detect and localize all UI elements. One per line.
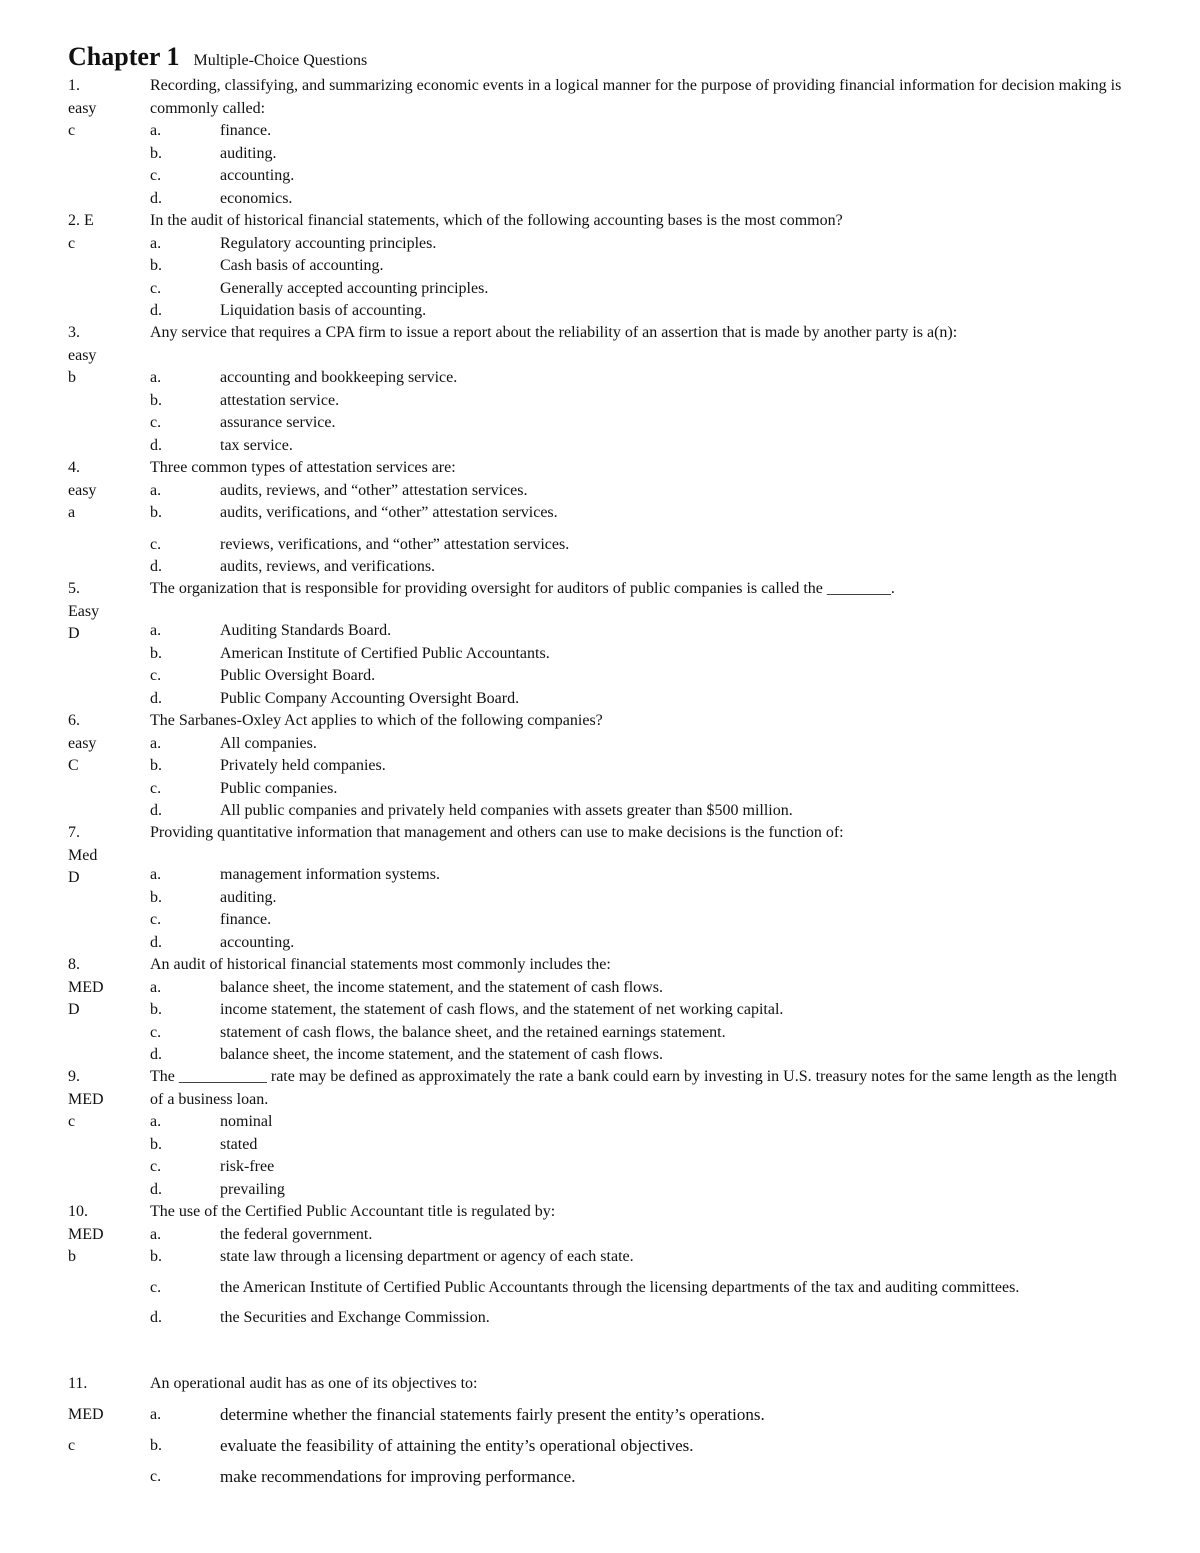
question-meta (68, 954, 138, 1022)
answer-key: c (68, 1113, 76, 1130)
option-letter: c. (150, 167, 162, 184)
question-stem: In the audit of historical financial statements, which of the following accounting bases is the most common? (150, 212, 843, 229)
question-meta (68, 1368, 138, 1461)
option-letter: d. (150, 1046, 162, 1063)
answer-key: a (68, 504, 76, 521)
question-meta (68, 710, 138, 778)
question-stem: The use of the Certified Public Accountant title is regulated by: (150, 1203, 556, 1220)
option-text: audits, reviews, and verifications. (220, 558, 436, 575)
option (150, 1156, 1125, 1179)
answer-key: b (68, 369, 76, 386)
option-text: make recommendations for improving performance. (220, 1467, 576, 1486)
question-stem: An audit of historical financial statements most commonly includes the: (150, 956, 611, 973)
option (150, 1246, 1125, 1269)
question-meta (68, 578, 138, 646)
option (150, 688, 1125, 711)
option-list (150, 1224, 1125, 1330)
question-number: 6. (68, 712, 80, 729)
option-letter: b. (150, 144, 162, 162)
option-letter: a. (150, 622, 162, 639)
question-number: 1. (68, 77, 80, 94)
option (150, 864, 1125, 887)
difficulty-label: MED (68, 978, 104, 996)
option-text: the Securities and Exchange Commission. (220, 1309, 490, 1326)
option-letter: c. (150, 1278, 162, 1296)
answer-key: D (68, 869, 80, 886)
option-letter: a. (150, 734, 162, 752)
answer-key: C (68, 757, 79, 774)
option-text: Public companies. (220, 779, 338, 797)
answer-key: D (68, 625, 80, 642)
option-text: Cash basis of accounting. (220, 257, 384, 274)
question-number: 7. (68, 824, 80, 841)
option-list (150, 977, 1125, 1067)
question-number: 9. (68, 1068, 80, 1085)
option-text: Regulatory accounting principles. (220, 234, 437, 252)
option-letter: c. (150, 1158, 162, 1175)
option-text: Public Oversight Board. (220, 667, 376, 684)
option-letter: a. (150, 1113, 162, 1130)
option (150, 665, 1125, 688)
option (150, 367, 1125, 390)
option (150, 435, 1125, 458)
question-stem: An operational audit has as one of its objectives to: (150, 1375, 478, 1392)
option (150, 480, 1125, 503)
option-text: balance sheet, the income statement, and the statement of cash flows. (220, 1046, 663, 1063)
option-text: risk-free (220, 1158, 275, 1175)
option (150, 278, 1125, 301)
question-number: 2. E (68, 212, 94, 229)
option (150, 233, 1125, 256)
difficulty-label: MED (68, 1225, 104, 1243)
difficulty-label: Easy (68, 602, 100, 620)
option-letter: b. (150, 757, 162, 774)
option-letter: d. (150, 436, 162, 454)
question-stem: The organization that is responsible for providing oversight for auditors of public companies is called the ________. (150, 580, 895, 597)
option-letter: d. (150, 1309, 162, 1326)
question-stem: The Sarbanes-Oxley Act applies to which of the following companies? (150, 712, 603, 729)
option (150, 999, 1125, 1022)
option (150, 932, 1125, 955)
difficulty-label: MED (68, 1090, 104, 1108)
option-text: Generally accepted accounting principles. (220, 279, 489, 297)
option-text: the federal government. (220, 1225, 373, 1243)
question-number: 8. (68, 956, 80, 973)
option-letter: b. (150, 888, 162, 906)
option (150, 188, 1125, 211)
option-letter: c. (150, 1468, 162, 1485)
option-letter: c. (150, 779, 162, 797)
option-text: finance. (220, 911, 272, 928)
option (150, 1044, 1125, 1067)
option (150, 909, 1125, 932)
option-letter: a. (150, 369, 162, 386)
option (150, 1430, 1125, 1461)
chapter-title: Chapter 1 (68, 42, 180, 71)
option (150, 1277, 1125, 1300)
question-number: 11. (68, 1375, 88, 1392)
answer-key: D (68, 1001, 80, 1018)
question-stem: Any service that requires a CPA firm to issue a report about the reliability of an assertion that is made by another party is a(n): (150, 324, 958, 341)
option-letter: c. (150, 414, 162, 431)
question-meta (68, 457, 138, 525)
option-letter: d. (150, 933, 162, 951)
option (150, 120, 1125, 143)
option-text: Privately held companies. (220, 757, 386, 774)
question-meta (68, 1066, 138, 1134)
option-text: accounting. (220, 933, 295, 951)
option-text: finance. (220, 122, 272, 139)
option (150, 1022, 1125, 1045)
option-text: audits, verifications, and “other” attestation services. (220, 504, 558, 521)
option-text: All companies. (220, 734, 317, 752)
question-meta (68, 822, 138, 890)
question-meta (68, 75, 138, 143)
option-text: economics. (220, 189, 293, 207)
option-text: assurance service. (220, 414, 336, 431)
option-letter: c. (150, 667, 162, 684)
option-text: balance sheet, the income statement, and the statement of cash flows. (220, 978, 663, 996)
option (150, 390, 1125, 413)
option-list (150, 1399, 1125, 1492)
option-letter: a. (150, 122, 162, 139)
option-text: management information systems. (220, 866, 440, 883)
option-list (150, 733, 1125, 823)
option-list (150, 367, 1125, 457)
option-text: reviews, verifications, and “other” attestation services. (220, 535, 570, 553)
option-text: attestation service. (220, 391, 340, 409)
question-number: 4. (68, 459, 80, 476)
option-letter: b. (150, 1001, 162, 1018)
option (150, 1399, 1125, 1430)
option-letter: a. (150, 978, 162, 996)
option-text: state law through a licensing department or agency of each state. (220, 1248, 634, 1265)
option-list (150, 1111, 1125, 1201)
answer-key: b (68, 1248, 76, 1265)
option (150, 556, 1125, 579)
question-number: 10. (68, 1203, 88, 1220)
answer-key: c (68, 234, 76, 252)
question-stem: The ___________ rate may be defined as approximately the rate a bank could earn by investing in U.S. treasury notes for the same length as the length of a business loan. (150, 1068, 1117, 1108)
option-letter: d. (150, 1180, 162, 1198)
option-letter: d. (150, 302, 162, 319)
option (150, 1224, 1125, 1247)
option-list (150, 864, 1125, 954)
option-list (150, 480, 1125, 579)
question-stem: Three common types of attestation services are: (150, 459, 456, 476)
difficulty-label: easy (68, 346, 97, 364)
option-text: auditing. (220, 888, 277, 906)
option-letter: a. (150, 1225, 162, 1243)
option-list (150, 620, 1125, 710)
difficulty-label: easy (68, 99, 97, 117)
answer-key: c (68, 1437, 76, 1454)
question-number: 3. (68, 324, 80, 341)
option-letter: b. (150, 504, 162, 521)
option (150, 977, 1125, 1000)
option-text: income statement, the statement of cash flows, and the statement of net working capital. (220, 1001, 784, 1018)
option-text: the American Institute of Certified Public Accountants through the licensing departments of the tax and auditing committees. (220, 1278, 1020, 1296)
option-text: auditing. (220, 144, 277, 162)
option (150, 778, 1125, 801)
question-meta (68, 210, 138, 255)
option (150, 620, 1125, 643)
page-header (68, 42, 367, 72)
option (150, 255, 1125, 278)
option-text: nominal (220, 1113, 273, 1130)
option-letter: b. (150, 1135, 162, 1153)
question-number: 5. (68, 580, 80, 597)
answer-key: c (68, 122, 76, 139)
option-letter: c. (150, 911, 162, 928)
option-text: prevailing (220, 1180, 285, 1198)
option (150, 143, 1125, 166)
option-text: Public Company Accounting Oversight Board. (220, 689, 520, 707)
option-letter: b. (150, 391, 162, 409)
option (150, 1134, 1125, 1157)
option-text: accounting. (220, 167, 295, 184)
option-letter: d. (150, 558, 162, 575)
option-letter: d. (150, 689, 162, 707)
option (150, 800, 1125, 823)
difficulty-label: MED (68, 1406, 104, 1423)
option-letter: c. (150, 279, 162, 297)
question-stem: Providing quantitative information that management and others can use to make decisions is the function of: (150, 824, 844, 841)
option-text: accounting and bookkeeping service. (220, 369, 458, 386)
option (150, 887, 1125, 910)
option-letter: a. (150, 866, 162, 883)
option-letter: a. (150, 1406, 162, 1423)
option (150, 1307, 1125, 1330)
option (150, 534, 1125, 557)
option (150, 1179, 1125, 1202)
option-text: American Institute of Certified Public Accountants. (220, 644, 550, 662)
option-text: statement of cash flows, the balance sheet, and the retained earnings statement. (220, 1023, 726, 1041)
option-text: determine whether the financial statements fairly present the entity’s operations. (220, 1405, 765, 1424)
chapter-subtitle: Multiple-Choice Questions (193, 52, 368, 69)
option (150, 502, 1125, 525)
difficulty-label: Med (68, 846, 98, 864)
question-meta (68, 1201, 138, 1269)
option (150, 300, 1125, 323)
option-letter: d. (150, 189, 162, 207)
option (150, 1111, 1125, 1134)
option-letter: b. (150, 1437, 162, 1454)
option-letter: a. (150, 234, 162, 252)
option-letter: b. (150, 644, 162, 662)
option (150, 733, 1125, 756)
option-text: stated (220, 1135, 258, 1153)
option (150, 755, 1125, 778)
option (150, 412, 1125, 435)
option-letter: c. (150, 1023, 162, 1041)
question-stem: Recording, classifying, and summarizing economic events in a logical manner for the purpose of providing financial information for decision making is commonly called: (150, 77, 1122, 117)
option-text: Auditing Standards Board. (220, 622, 392, 639)
option-letter: b. (150, 1248, 162, 1265)
option-letter: a. (150, 481, 162, 499)
option-text: evaluate the feasibility of attaining the entity’s operational objectives. (220, 1436, 694, 1455)
option-list (150, 233, 1125, 323)
difficulty-label: easy (68, 734, 97, 752)
option-letter: b. (150, 257, 162, 274)
option-letter: d. (150, 802, 162, 819)
option-text: Liquidation basis of accounting. (220, 302, 427, 319)
option-text: tax service. (220, 436, 293, 454)
option-list (150, 120, 1125, 210)
option-text: All public companies and privately held companies with assets greater than $500 million. (220, 802, 793, 819)
option (150, 643, 1125, 666)
question-meta (68, 322, 138, 390)
option (150, 165, 1125, 188)
option (150, 1461, 1125, 1492)
option-letter: c. (150, 535, 162, 553)
option-text: audits, reviews, and “other” attestation services. (220, 481, 528, 499)
difficulty-label: easy (68, 481, 97, 499)
